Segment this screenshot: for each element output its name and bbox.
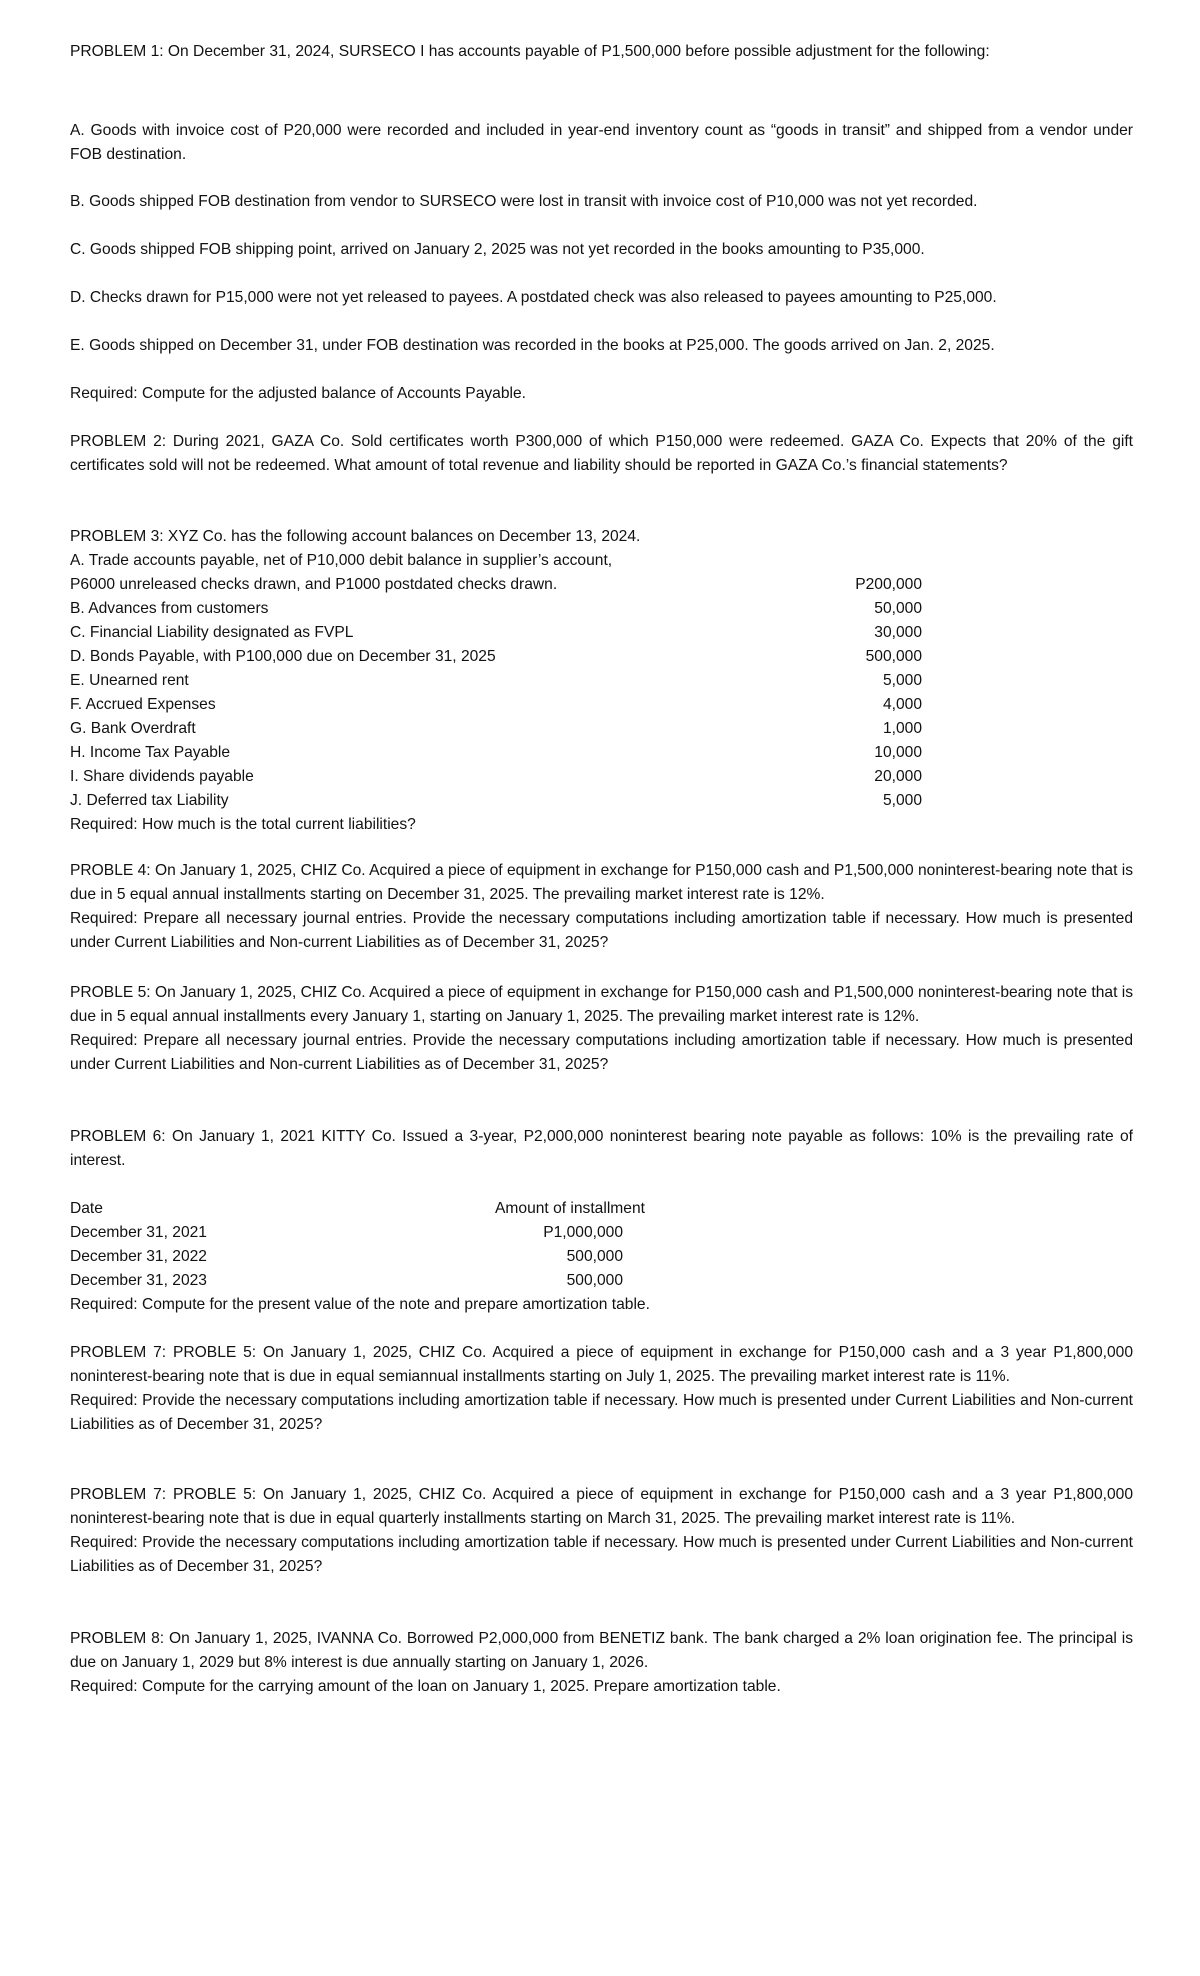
required-text: Required: Compute for the adjusted balance of Accounts Payable.	[70, 385, 526, 402]
required-text: Required: Prepare all necessary journal entries. Provide the necessary computations including amortization table if necessary. How much is presented under Current Liabilities and Non-current Liabilities as of December 31, 2025?	[70, 910, 1133, 951]
problem-text: PROBLEM 7: PROBLE 5: On January 1, 2025, CHIZ Co. Acquired a piece of equipment in exchange for P150,000 cash and a 3 year P1,800,000 noninterest-bearing note that is due in equal quarterly installments starting on March 31, 2025. The prevailing market interest rate is 11%.	[70, 1486, 1133, 1527]
problem-1-item-a	[70, 119, 1133, 167]
account-row	[70, 741, 1133, 765]
account-label: G. Bank Overdraft	[70, 720, 196, 737]
problem-1	[70, 40, 1133, 64]
problem-1-item-b	[70, 190, 1133, 214]
account-amount: 1,000	[882, 720, 922, 737]
installment-amount: 500,000	[566, 1248, 623, 1265]
problem-6	[70, 1125, 1133, 1173]
account-amount: 10,000	[874, 744, 922, 761]
account-balances-list	[70, 573, 1133, 813]
account-label: B. Advances from customers	[70, 600, 269, 617]
installment-date: December 31, 2021	[70, 1224, 207, 1241]
account-label: J. Deferred tax Liability	[70, 792, 229, 809]
required-text: Required: Compute for the carrying amount of the loan on January 1, 2025. Prepare amortization table.	[70, 1678, 781, 1695]
account-label: P6000 unreleased checks drawn, and P1000 postdated checks drawn.	[70, 576, 558, 593]
account-row	[70, 765, 1133, 789]
problem-1-item-d	[70, 286, 1133, 310]
problem-3-item-a-line: A. Trade accounts payable, net of P10,000 debit balance in supplier’s account,	[70, 552, 613, 569]
table-row	[70, 1221, 1133, 1245]
installment-date: December 31, 2023	[70, 1272, 207, 1289]
installment-amount: P1,000,000	[543, 1224, 623, 1241]
account-amount: 5,000	[882, 672, 922, 689]
account-row	[70, 645, 1133, 669]
required-text: Required: Compute for the present value of the note and prepare amortization table.	[70, 1296, 650, 1313]
problem-4	[70, 859, 1133, 955]
account-amount: 500,000	[865, 648, 922, 665]
account-row	[70, 597, 1133, 621]
required-text: Required: Provide the necessary computations including amortization table if necessary. How much is presented under Current Liabilities and Non-current Liabilities as of December 31, 2025?	[70, 1392, 1133, 1433]
account-amount: P200,000	[855, 576, 922, 593]
problem-text: PROBLEM 2: During 2021, GAZA Co. Sold certificates worth P300,000 of which P150,000 were redeemed. GAZA Co. Expects that 20% of the gift certificates sold will not be redeemed. What amount of total revenue and liability should be reported in GAZA Co.’s financial statements?	[70, 433, 1133, 474]
item-text: C. Goods shipped FOB shipping point, arrived on January 2, 2025 was not yet recorded in the books amounting to P35,000.	[70, 241, 925, 258]
problem-text: PROBLE 4: On January 1, 2025, CHIZ Co. Acquired a piece of equipment in exchange for P150,000 cash and P1,500,000 noninterest-bearing note that is due in 5 equal annual installments starting on December 31, 2025. The prevailing market interest rate is 12%.	[70, 862, 1133, 903]
problem-text: PROBLEM 7: PROBLE 5: On January 1, 2025, CHIZ Co. Acquired a piece of equipment in exchange for P150,000 cash and a 3 year P1,800,000 noninterest-bearing note that is due in equal semiannual installments starting on July 1, 2025. The prevailing market interest rate is 11%.	[70, 1344, 1133, 1385]
account-label: E. Unearned rent	[70, 672, 189, 689]
problem-7-quarterly	[70, 1483, 1133, 1579]
problem-3-title: PROBLEM 3: XYZ Co. has the following account balances on December 13, 2024.	[70, 528, 641, 545]
problem-7-semiannual	[70, 1341, 1133, 1437]
account-label: H. Income Tax Payable	[70, 744, 231, 761]
installment-date: December 31, 2022	[70, 1248, 207, 1265]
item-text: B. Goods shipped FOB destination from vendor to SURSECO were lost in transit with invoice cost of P10,000 was not yet recorded.	[70, 193, 978, 210]
account-row	[70, 573, 1133, 597]
problem-1-title: PROBLEM 1: On December 31, 2024, SURSECO I has accounts payable of P1,500,000 before possible adjustment for the following:	[70, 43, 990, 60]
required-text: Required: Provide the necessary computations including amortization table if necessary. How much is presented under Current Liabilities and Non-current Liabilities as of December 31, 2025?	[70, 1534, 1133, 1575]
account-amount: 5,000	[882, 792, 922, 809]
required-text: Required: How much is the total current liabilities?	[70, 816, 416, 833]
problem-1-item-c	[70, 238, 1133, 262]
problem-5	[70, 981, 1133, 1077]
account-label: D. Bonds Payable, with P100,000 due on December 31, 2025	[70, 648, 496, 665]
account-label: C. Financial Liability designated as FVPL	[70, 624, 354, 641]
account-row	[70, 717, 1133, 741]
problem-2	[70, 430, 1133, 478]
problem-text: PROBLEM 8: On January 1, 2025, IVANNA Co. Borrowed P2,000,000 from BENETIZ bank. The bank charged a 2% loan origination fee. The principal is due on January 1, 2029 but 8% interest is due annually starting on January 1, 2026.	[70, 1630, 1133, 1671]
account-row	[70, 693, 1133, 717]
account-label: I. Share dividends payable	[70, 768, 254, 785]
table-row	[70, 1245, 1133, 1269]
account-row	[70, 669, 1133, 693]
installment-amount: 500,000	[566, 1272, 623, 1289]
account-amount: 30,000	[874, 624, 922, 641]
problem-text: PROBLEM 6: On January 1, 2021 KITTY Co. Issued a 3-year, P2,000,000 noninterest bearing note payable as follows: 10% is the prevailing rate of interest.	[70, 1128, 1133, 1169]
problem-8	[70, 1627, 1133, 1699]
account-row	[70, 789, 1133, 813]
account-amount: 4,000	[882, 696, 922, 713]
account-amount: 20,000	[874, 768, 922, 785]
item-text: E. Goods shipped on December 31, under FOB destination was recorded in the books at P25,000. The goods arrived on Jan. 2, 2025.	[70, 337, 995, 354]
problem-text: PROBLE 5: On January 1, 2025, CHIZ Co. Acquired a piece of equipment in exchange for P150,000 cash and P1,500,000 noninterest-bearing note that is due in 5 equal annual installments every January 1, starting on January 1, 2025. The prevailing market interest rate is 12%.	[70, 984, 1133, 1025]
account-row	[70, 621, 1133, 645]
account-label: F. Accrued Expenses	[70, 696, 216, 713]
table-header	[70, 1197, 1133, 1221]
required-text: Required: Prepare all necessary journal entries. Provide the necessary computations including amortization table if necessary. How much is presented under Current Liabilities and Non-current Liabilities as of December 31, 2025?	[70, 1032, 1133, 1073]
item-text: D. Checks drawn for P15,000 were not yet released to payees. A postdated check was also released to payees amounting to P25,000.	[70, 289, 997, 306]
table-row	[70, 1269, 1133, 1293]
problem-1-required	[70, 382, 1133, 406]
installment-table	[70, 1197, 1133, 1317]
column-date: Date	[70, 1200, 103, 1217]
column-amount: Amount of installment	[495, 1200, 645, 1217]
problem-3	[70, 525, 1133, 837]
account-amount: 50,000	[874, 600, 922, 617]
item-text: A. Goods with invoice cost of P20,000 were recorded and included in year-end inventory count as “goods in transit” and shipped from a vendor under FOB destination.	[70, 122, 1133, 163]
problem-1-item-e	[70, 334, 1133, 358]
